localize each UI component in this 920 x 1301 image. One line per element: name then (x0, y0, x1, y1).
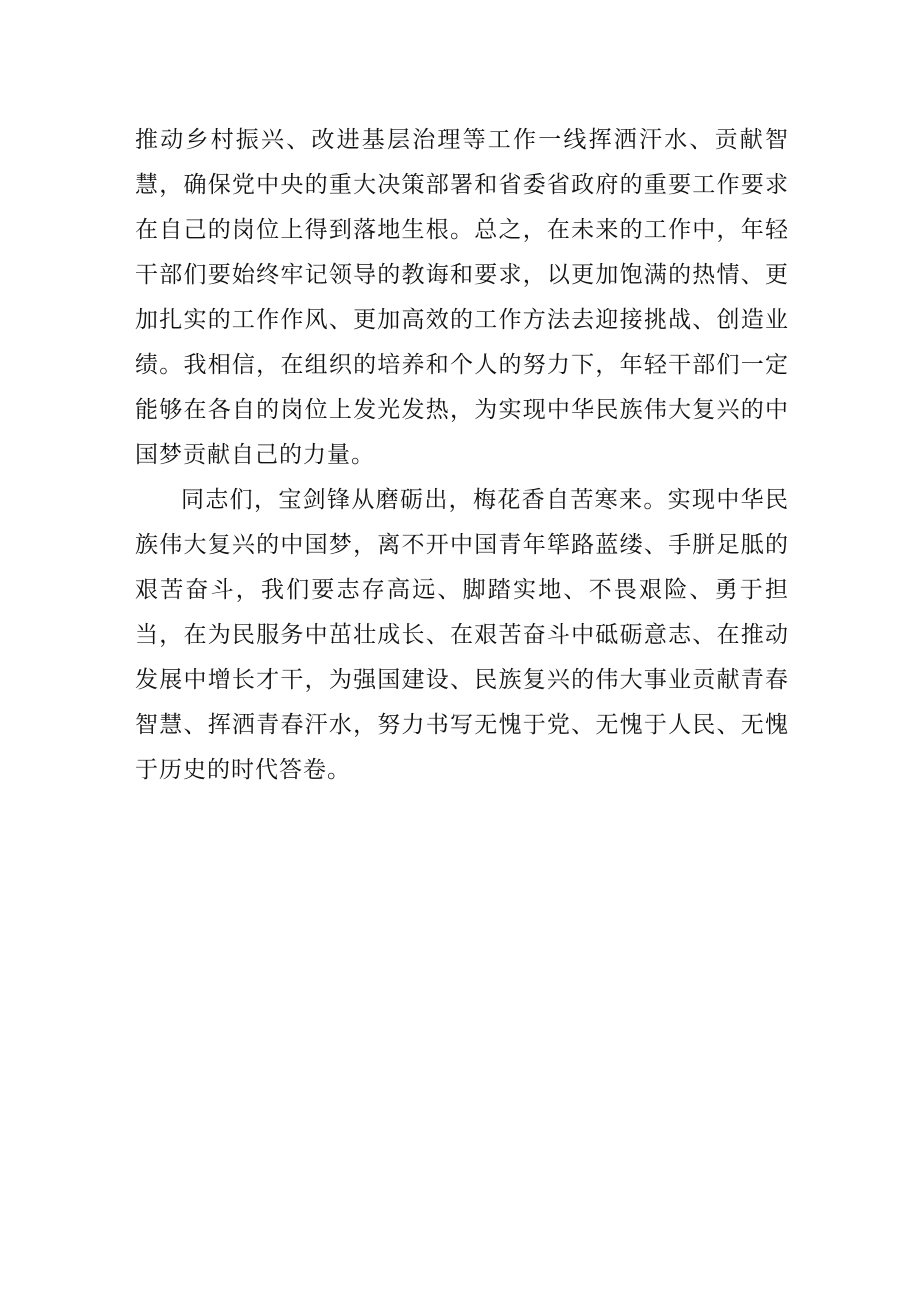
paragraph-closing: 同志们，宝剑锋从磨砺出，梅花香自苦寒来。实现中华民族伟大复兴的中国梦，离不开中国青年筚路蓝缕、手胼足胝的艰苦奋斗，我们要志存高远、脚踏实地、不畏艰险、勇于担当，在为民服务中茁壮成长、在艰苦奋斗中砥砺意志、在推动发展中增长才干，为强国建设、民族复兴的伟大事业贡献青春智慧、挥洒青春汗水，努力书写无愧于党、无愧于人民、无愧于历史的时代答卷。 (135, 487, 789, 783)
paragraph-continuation: 推动乡村振兴、改进基层治理等工作一线挥洒汗水、贡献智慧，确保党中央的重大决策部署和省委省政府的重要工作要求在自己的岗位上得到落地生根。总之，在未来的工作中，年轻干部们要始终牢记领导的教诲和要求，以更加饱满的热情、更加扎实的工作作风、更加高效的工作方法去迎接挑战、创造业绩。我相信，在组织的培养和个人的努力下，年轻干部们一定能够在各自的岗位上发光发热，为实现中华民族伟大复兴的中国梦贡献自己的力量。 (135, 127, 789, 468)
document-body (135, 118, 789, 793)
